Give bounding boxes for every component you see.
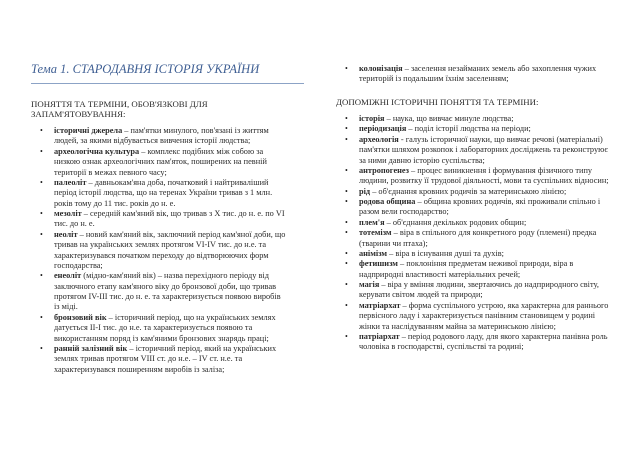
term-definition: – середній кам'яний вік, що тривав з Х тис. до н. е. по VI тис. до н. е. [54, 209, 285, 229]
term-list-item [40, 146, 286, 178]
term-definition: – історичний період, який на українських землях тривав протягом VIII ст. до н.е. – IV ст. н.е. та характеризувався поширенням виробів із заліза; [54, 343, 277, 374]
term-name: мезоліт [54, 209, 82, 218]
term-list-item [345, 228, 611, 249]
term-name: анімізм [359, 248, 388, 258]
term-definition: – період родового ладу, для якого характерна панівна роль чоловіка в господарстві, суспільстві та родині; [359, 331, 608, 352]
term-definition: – віра в існування душі та духів; [387, 248, 504, 258]
term-name: плем'я [359, 217, 385, 227]
term-name: патріархат [359, 331, 400, 341]
term-list-item [345, 134, 611, 166]
term-definition: – наука, що вивчає минуле людства; [384, 114, 514, 123]
auxiliary-terms-list [345, 114, 611, 353]
right-section-heading: ДОПОМІЖНІ ІСТОРИЧНІ ПОНЯТТЯ ТА ТЕРМІНИ: [336, 97, 539, 107]
bullet-icon: • [345, 124, 348, 134]
term-list-item [345, 114, 611, 124]
term-name: бронзовий вік [54, 312, 107, 322]
bullet-icon: • [40, 177, 43, 187]
bullet-icon: • [345, 197, 348, 206]
term-list-item [345, 165, 611, 187]
term-name: енеоліт [54, 271, 82, 281]
term-list-item [40, 177, 286, 209]
term-list-item [345, 248, 611, 259]
bullet-icon: • [40, 343, 43, 353]
term-definition: – комплекс подібних між собою за низкою ознак археологічних пам'яток, поширених на певній території в межах певного часу; [54, 146, 267, 177]
title-underline [31, 83, 304, 84]
term-definition: - галузь історичної науки, що вивчає речові (матеріальні) пам'ятки шляхом розкопок і лабораторних досліджень та реконструює за ними давню історію суспільства; [359, 134, 608, 165]
bullet-icon: • [345, 114, 348, 123]
term-name: неоліт [54, 229, 78, 239]
term-definition: – новий кам'яний вік, заключний період кам'яної доби, що тривав на українських землях протягом VI-IV тис. до н.е. та характеризувався початком переходу до відтворюючих форм господарства; [54, 229, 286, 270]
term-list-item [345, 186, 611, 197]
term-list-item [40, 229, 286, 272]
term-name: антропогенез [359, 165, 409, 175]
bullet-icon: • [40, 312, 43, 322]
term-definition: – історичний період, що на українських землях датується ІІ-І тис. до н.е. та характеризується появою та використанням поряд із кам'яними бронзових знарядь праці; [54, 312, 276, 343]
left-section-heading: ПОНЯТТЯ ТА ТЕРМІНИ, ОБОВ'ЯЗКОВІ ДЛЯ ЗАПАМ'ЯТОВУВАННЯ: [31, 99, 208, 120]
bullet-icon: • [345, 165, 348, 175]
term-name: матріархат [359, 300, 401, 310]
term-definition: – процес виникнення і формування фізичного типу людини, розвитку її трудової діяльності, мови та суспільних відносин; [359, 165, 609, 186]
term-definition: (мідно-кам'яний вік) – назва перехідного періоду від заключного етапу кам'яного віку до бронзової доби, що тривав протягом IV-III тис. до н. е. та характеризується появою виробів із міді. [54, 271, 281, 312]
bullet-icon: • [40, 271, 43, 281]
term-list-item [345, 280, 611, 301]
bullet-icon: • [40, 209, 43, 218]
term-definition: – поклоніння предметам неживої природи, віра в надприродні властивості матеріальних речей; [359, 259, 574, 279]
term-definition: – поділ історії людства на періоди; [406, 124, 531, 134]
term-list-item [40, 126, 286, 147]
term-list-item [345, 217, 611, 228]
term-name: періодизація [359, 124, 407, 134]
term-definition: – община кровних родичів, які проживали спільно і разом вели господарство; [359, 197, 601, 217]
term-name: історія [359, 114, 385, 123]
term-list-item [40, 271, 286, 313]
term-name: тотемізм [359, 228, 392, 238]
term-name: археологічна культура [54, 146, 140, 156]
bullet-icon: • [40, 229, 43, 239]
term-list-item [345, 124, 611, 134]
term-list-item [40, 312, 286, 344]
term-name: фетишизм [359, 259, 398, 269]
top-right-term-list [345, 64, 611, 85]
bullet-icon: • [345, 217, 348, 227]
term-definition: – заселення незайманих земель або захоплення чужих територій із подальшим їхнім заселенням; [359, 64, 597, 84]
term-name: ранній залізний вік [54, 343, 128, 353]
term-list-item [40, 209, 286, 230]
term-definition: – форма суспільного устрою, яка характерна для раннього первісного ладу і характеризується панівним становищем у родині жінки та наслідуванням майна за материнською лінією; [359, 300, 609, 331]
bullet-icon: • [345, 186, 348, 196]
bullet-icon: • [345, 228, 348, 238]
term-list-item [345, 64, 611, 85]
term-definition: – пам'ятки минулого, пов'язані із життям людей, за якими відбувається вивчення історії людства; [54, 126, 269, 146]
term-name: магія [359, 280, 380, 289]
term-list-item [40, 343, 286, 375]
bullet-icon: • [40, 146, 43, 156]
term-list-item [345, 300, 611, 332]
mandatory-terms-list [40, 126, 286, 375]
term-name: родова община [359, 197, 416, 206]
term-definition: – об'єднання кровних родичів за материнською лінією; [370, 186, 567, 196]
term-list-item [345, 331, 611, 353]
term-definition: – віра у вміння людини, звертаючись до надприродного світу, керувати світом людей та природи; [359, 280, 599, 300]
term-name: палеоліт [54, 177, 87, 187]
term-name: колонізація [359, 64, 403, 73]
bullet-icon: • [40, 126, 43, 135]
term-definition: – давньокам'яна доба, початковий і найтриваліший період історії людства, що на теренах України тривав з 1 млн. років тому до 11 тис. років до н. е. [54, 177, 273, 208]
term-name: археологія [359, 134, 399, 144]
term-definition: – віра в спільного для конкретного роду (племені) предка (тварини чи птаха); [359, 228, 597, 248]
bullet-icon: • [345, 280, 348, 289]
term-name: рід [359, 186, 371, 196]
term-definition: – об'єднання декількох родових общин; [384, 217, 527, 227]
term-list-item [345, 259, 611, 280]
bullet-icon: • [345, 331, 348, 341]
bullet-icon: • [345, 259, 348, 269]
bullet-icon: • [345, 64, 348, 73]
bullet-icon: • [345, 300, 348, 310]
page-title: Тема 1. СТАРОДАВНЯ ІСТОРІЯ УКРАЇНИ [31, 62, 260, 76]
bullet-icon: • [345, 134, 348, 144]
term-list-item [345, 197, 611, 218]
bullet-icon: • [345, 248, 348, 258]
term-name: історичні джерела [54, 126, 123, 135]
